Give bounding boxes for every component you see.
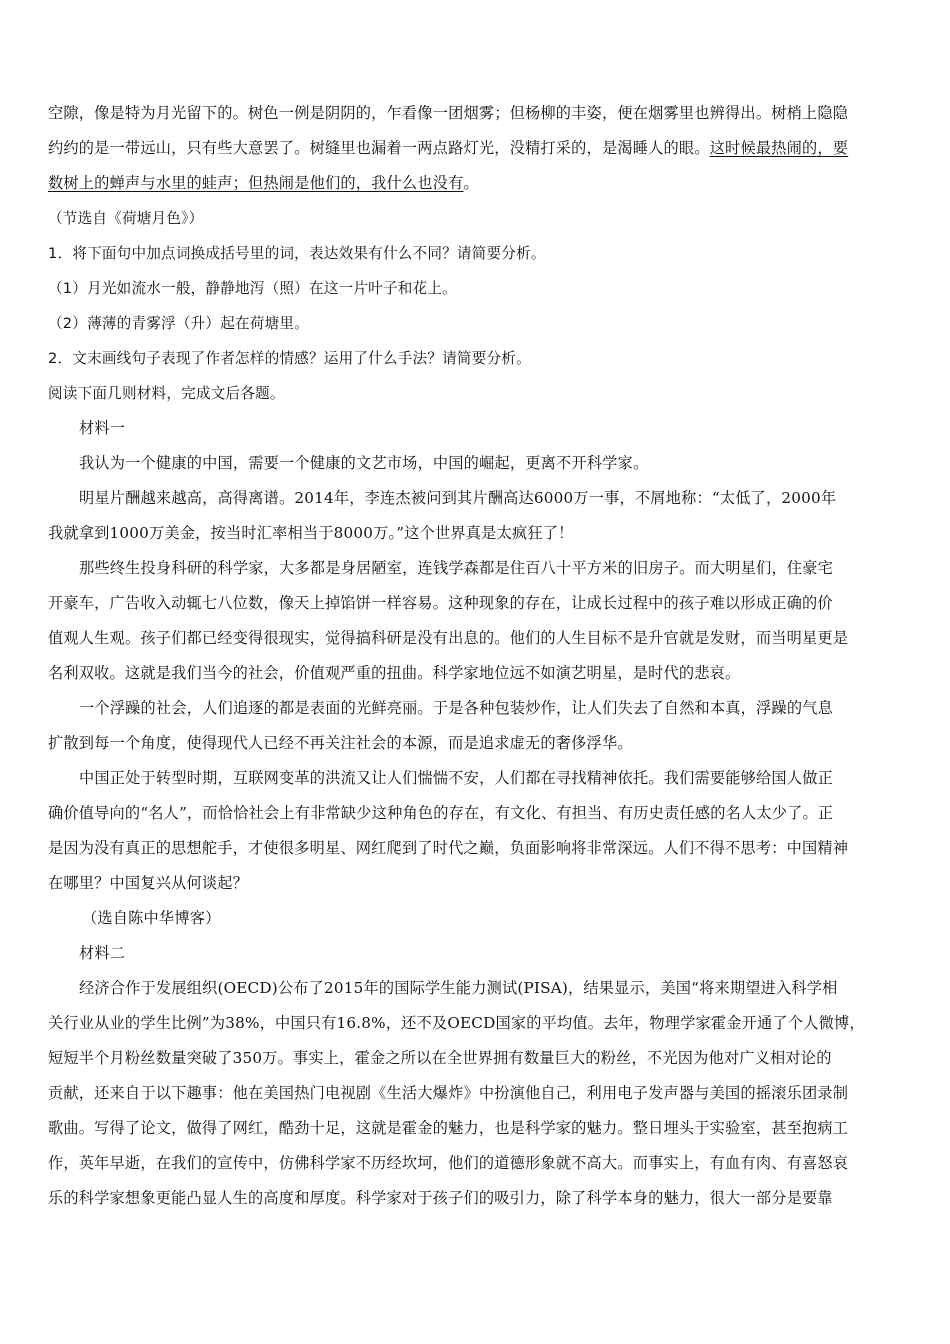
material-1-line: 名利双收。这就是我们当今的社会，价值观严重的扭曲。科学家地位远不如演艺明星，是时代的悲哀。 — [48, 664, 741, 682]
material-2-line: 乐的科学家想象更能凸显人生的高度和厚度。科学家对于孩子们的吸引力，除了科学本身的魅力，很大一部分是要靠 — [48, 1189, 833, 1207]
material-1-line: 明星片酬越来越高，高得离谱。2014年，李连杰被问到其片酬高达6000万一事，不屑地称：“太低了，2000年 — [79, 489, 837, 507]
material-1-line: 一个浮躁的社会，人们追逐的都是表面的光鲜亮丽。于是各种包装炒作，让人们失去了自然和本真，浮躁的气息 — [79, 699, 833, 717]
material-1-line: 是因为没有真正的思想舵手，才使很多明星、网红爬到了时代之巅，负面影响将非常深远。人们不得不思考：中国精神 — [48, 839, 849, 857]
document-page — [48, 96, 908, 1216]
passage-line — [48, 131, 908, 166]
material-2-line: 关行业从业的学生比例”为38%，中国只有16.8%，还不及OECD国家的平均值。去年，物理学家霍金开通了个人微博， — [48, 1014, 865, 1032]
passage-source: （节选自《荷塘月色》） — [48, 210, 204, 227]
question-1: 1．将下面句中加点词换成括号里的词，表达效果有什么不同？请简要分析。 — [48, 245, 546, 262]
material-1-source: （选自陈中华博客） — [82, 909, 221, 927]
question-1-sub-2: （2）薄薄的青雾浮（升）起在荷塘里。 — [48, 315, 309, 332]
material-1-line: 在哪里？中国复兴从何谈起？ — [48, 874, 249, 892]
material-2-title: 材料二 — [79, 944, 126, 962]
underlined-sentence: 这时候最热闹的，要 — [709, 139, 849, 157]
material-1-line: 确价值导向的“名人”，而恰恰社会上有非常缺少这种角色的存在，有文化、有担当、有历史责任感的名人太少了。正 — [48, 804, 834, 822]
reading-instruction: 阅读下面几则材料，完成文后各题。 — [48, 385, 285, 402]
passage-line: 空隙，像是特为月光留下的。树色一例是阴阴的，乍看像一团烟雾；但杨柳的丰姿，便在烟雾里也辨得出。树梢上隐隐 — [48, 104, 849, 122]
material-1-line: 中国正处于转型时期，互联网变革的洪流又让人们惴惴不安，人们都在寻找精神依托。我们需要能够给国人做正 — [79, 769, 833, 787]
material-1-line: 值观人生观。孩子们都已经变得很现实，觉得搞科研是没有出息的。他们的人生目标不是升官就是发财，而当明星更是 — [48, 629, 849, 647]
passage-line — [48, 166, 908, 201]
question-1-sub-1: （1）月光如流水一般，静静地泻（照）在这一片叶子和花上。 — [48, 280, 457, 297]
material-1-line: 我就拿到1000万美金，按当时汇率相当于8000万。”这个世界真是太疯狂了！ — [48, 524, 574, 542]
material-1-title: 材料一 — [79, 419, 126, 437]
question-2: 2．文末画线句子表现了作者怎样的情感？运用了什么手法？请简要分析。 — [48, 350, 531, 367]
material-2-line: 经济合作于发展组织(OECD)公布了2015年的国际学生能力测试(PISA)，结果显示，美国“将来期望进入科学相 — [79, 979, 838, 997]
material-2-line: 短短半个月粉丝数量突破了350万。事实上，霍金之所以在全世界拥有数量巨大的粉丝，不光因为他对广义相对论的 — [48, 1049, 832, 1067]
material-1-line: 那些终生投身科研的科学家，大多都是身居陋室，连钱学森都是住百八十平方米的旧房子。而大明星们，住豪宅 — [79, 559, 833, 577]
material-1-line: 开豪车，广告收入动辄七八位数，像天上掉馅饼一样容易。这种现象的存在，让成长过程中的孩子难以形成正确的价 — [48, 594, 833, 612]
underlined-sentence: 数树上的蝉声与水里的蛙声；但热闹是他们的，我什么也没有 — [48, 174, 464, 192]
material-1-line: 扩散到每一个角度，使得现代人已经不再关注社会的本源，而是追求虚无的奢侈浮华。 — [48, 734, 633, 752]
passage-text: 约约的是一带远山，只有些大意罢了。树缝里也漏着一两点路灯光，没精打采的，是渴睡人的眼。 — [48, 139, 710, 157]
passage-text: 。 — [463, 174, 479, 192]
material-1-line: 我认为一个健康的中国，需要一个健康的文艺市场，中国的崛起，更离不开科学家。 — [79, 454, 649, 472]
material-2-line: 歌曲。写得了论文，做得了网红，酷劲十足，这就是霍金的魅力，也是科学家的魅力。整日埋头于实验室，甚至抱病工 — [48, 1119, 849, 1137]
material-2-line: 贡献，还来自于以下趣事：他在美国热门电视剧《生活大爆炸》中扮演他自己，利用电子发声器与美国的摇滚乐团录制 — [48, 1084, 849, 1102]
material-2-line: 作，英年早逝，在我们的宣传中，仿佛科学家不历经坎坷，他们的道德形象就不高大。而事实上，有血有肉、有喜怒哀 — [48, 1154, 849, 1172]
